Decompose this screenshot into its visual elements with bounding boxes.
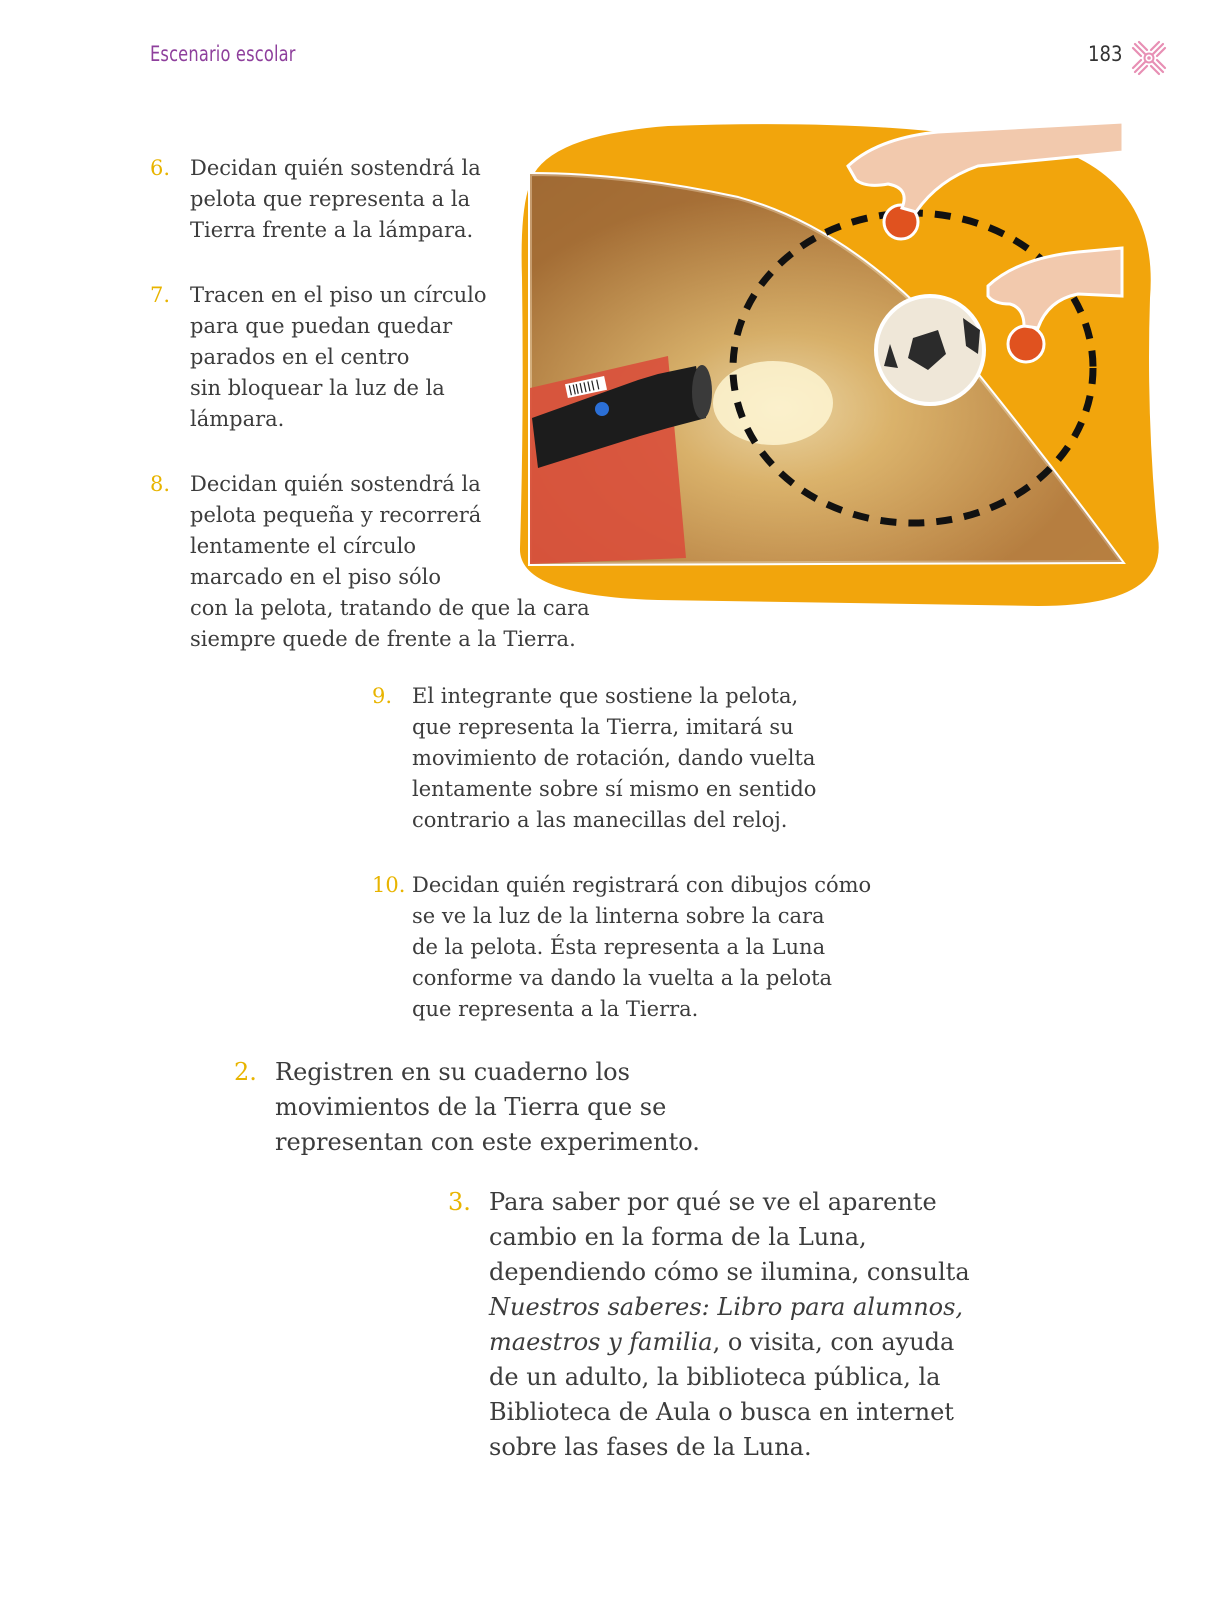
step-text-line: pelota pequeña y recorrerá [190,503,482,527]
step-text-line: de la pelota. Ésta representa a la Luna [412,935,826,959]
step-text-line: Decidan quién sostendrá la [190,472,481,496]
activity-text-line: representan con este experimento. [275,1128,700,1156]
step-text-line: lentamente el círculo [190,534,417,558]
sun-ornament-icon [1129,38,1169,78]
step-text-line: marcado en el piso sólo [190,565,441,589]
activity-text-line: , o visita, con ayuda [712,1328,955,1356]
book-title: Nuestros saberes: Libro para alumnos, [489,1293,964,1321]
step-text-line: Tracen en el piso un círculo [190,283,487,307]
step-text-line: lentamente sobre sí mismo en sentido [412,777,817,801]
activity-text-line: sobre las fases de la Luna. [489,1433,812,1461]
step-text-line: sin bloquear la luz de la [190,376,445,400]
activity-text-line: Para saber por qué se ve el aparente [489,1188,937,1216]
step-number: 9. [372,684,393,708]
activity-text-line: cambio en la forma de la Luna, [489,1223,867,1251]
step-text-line: se ve la luz de la linterna sobre la cara [412,904,825,928]
step-text-line: Decidan quién registrará con dibujos cómo [412,873,872,897]
step-text-line: siempre quede de frente a la Tierra. [190,627,576,651]
step-text-line: para que puedan quedar [190,314,453,338]
step-text-line: lámpara. [190,407,285,431]
step-number: 10. [372,873,406,897]
activity-text-line: dependiendo cómo se ilumina, consulta [489,1258,970,1286]
activity-text-line: movimientos de la Tierra que se [275,1093,667,1121]
step-number: 8. [150,472,171,496]
activity-number: 3. [448,1188,471,1216]
step-text-line: pelota que representa a la [190,187,471,211]
activity-text-line: de un adulto, la biblioteca pública, la [489,1363,941,1391]
step-text-line: Tierra frente a la lámpara. [190,218,474,242]
step-text-line: que representa la Tierra, imitará su [412,715,794,739]
step-text-line: parados en el centro [190,345,410,369]
step-text-line: El integrante que sostiene la pelota, [412,684,799,708]
step-text-line: conforme va dando la vuelta a la pelota [412,966,833,990]
step-text-line: Decidan quién sostendrá la [190,156,481,180]
book-title: maestros y familia [489,1328,713,1356]
experiment-photo [518,118,1168,618]
page-number: 183 [1088,42,1123,66]
step-text-line: que representa a la Tierra. [412,997,699,1021]
activity-text-line: Biblioteca de Aula o busca en internet [489,1398,954,1426]
section-title: Escenario escolar [150,42,296,66]
step-number: 7. [150,283,171,307]
activity-text-line: Registren en su cuaderno los [275,1058,630,1086]
step-number: 6. [150,156,171,180]
step-text-line: contrario a las manecillas del reloj. [412,808,788,832]
step-text-line: con la pelota, tratando de que la cara [190,596,590,620]
step-text-line: movimiento de rotación, dando vuelta [412,746,816,770]
activity-number: 2. [234,1058,257,1086]
